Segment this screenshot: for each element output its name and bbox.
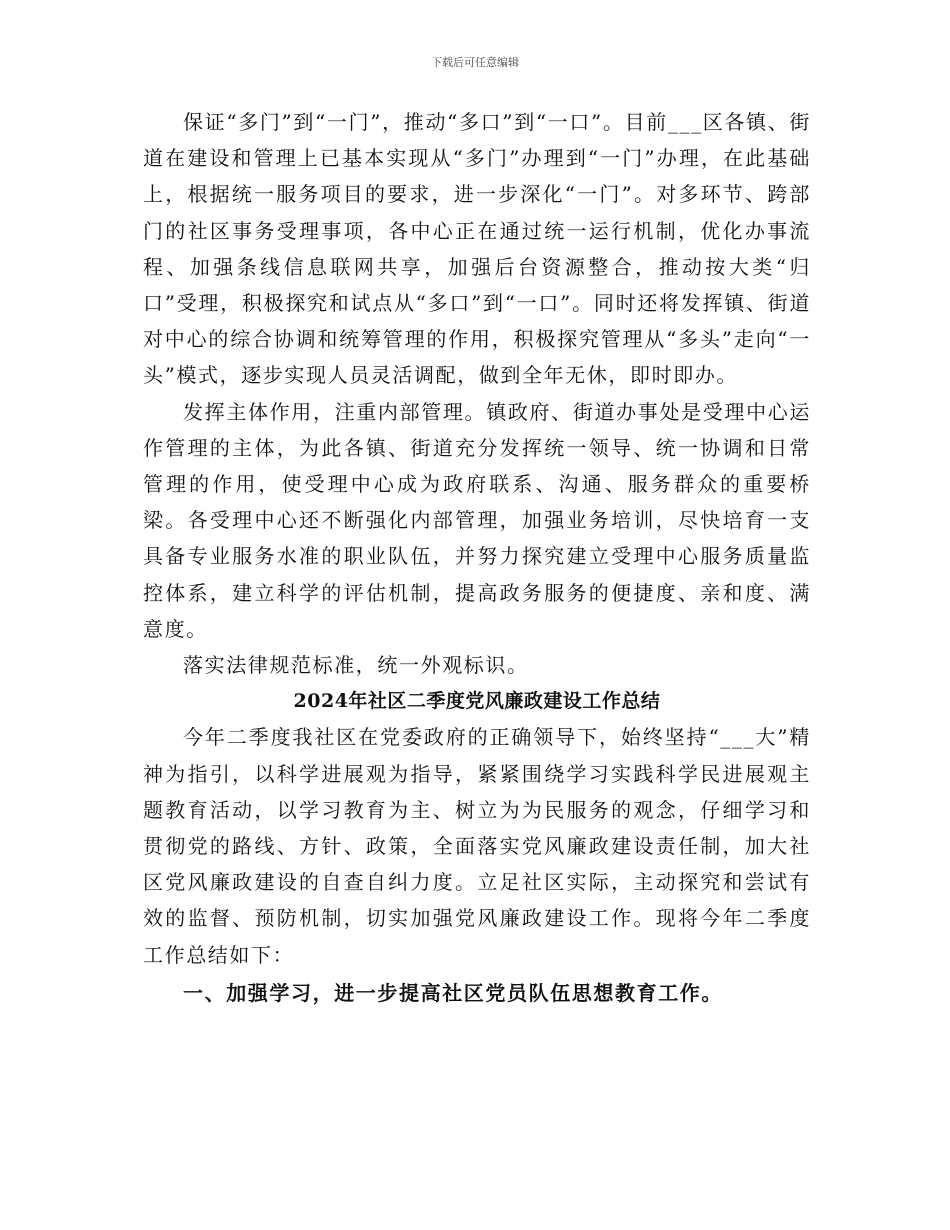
paragraph-internal-management: 发挥主体作用，注重内部管理。镇政府、街道办事处是受理中心运作管理的主体，为此各镇、街道充分发挥统一领导、统一协调和日常管理的作用，使受理中心成为政府联系、沟通、服务群众的重要桥梁。各受理中心还不断强化内部管理，加强业务培训，尽快培育一支具备专业服务水准的职业队伍，并努力探究建立受理中心服务质量监控体系，建立科学的评估机制，提高政务服务的便捷度、亲和度、满意度。 [143,399,811,641]
paragraph-service-integration: 保证“多门”到“一门”，推动“多口”到“一口”。目前___区各镇、街道在建设和管理上已基本实现从“多门”办理到“一门”办理，在此基础上，根据统一服务项目的要求，进一步深化“一门”。对多环节、跨部门的社区事务受理事项，各中心正在通过统一运行机制，优化办事流程、加强条线信息联网共享，加强后台资源整合，推动按大类“归口”受理，积极探究和试点从“多口”到“一口”。同时还将发挥镇、街道对中心的综合协调和统筹管理的作用，积极探究管理从“多头”走向“一头”模式，逐步实现人员灵活调配，做到全年无休，即时即办。 [143,110,811,388]
paragraph-summary-intro: 今年二季度我社区在党委政府的正确领导下，始终坚持“___大”精神为指引，以科学进展观为指导，紧紧围绕学习实践科学民进展观主题教育活动，以学习教育为主、树立为为民服务的观念，仔细学习和贯彻党的路线、方针、政策，全面落实党风廉政建设责任制，加大社区党风廉政建设的自查自纠力度。立足社区实际，主动探究和尝试有效的监督、预防机制，切实加强党风廉政建设工作。现将今年二季度工作总结如下： [143,725,811,967]
paragraph-legal-standards: 落实法律规范标准，统一外观标识。 [183,653,529,678]
document-title: 2024年社区二季度党风廉政建设工作总结 [293,690,661,713]
section-heading: 一、加强学习，进一步提高社区党员队伍思想教育工作。 [183,980,723,1005]
document-body [143,104,811,1011]
page-header-note: 下载后可任意编辑 [431,56,519,69]
